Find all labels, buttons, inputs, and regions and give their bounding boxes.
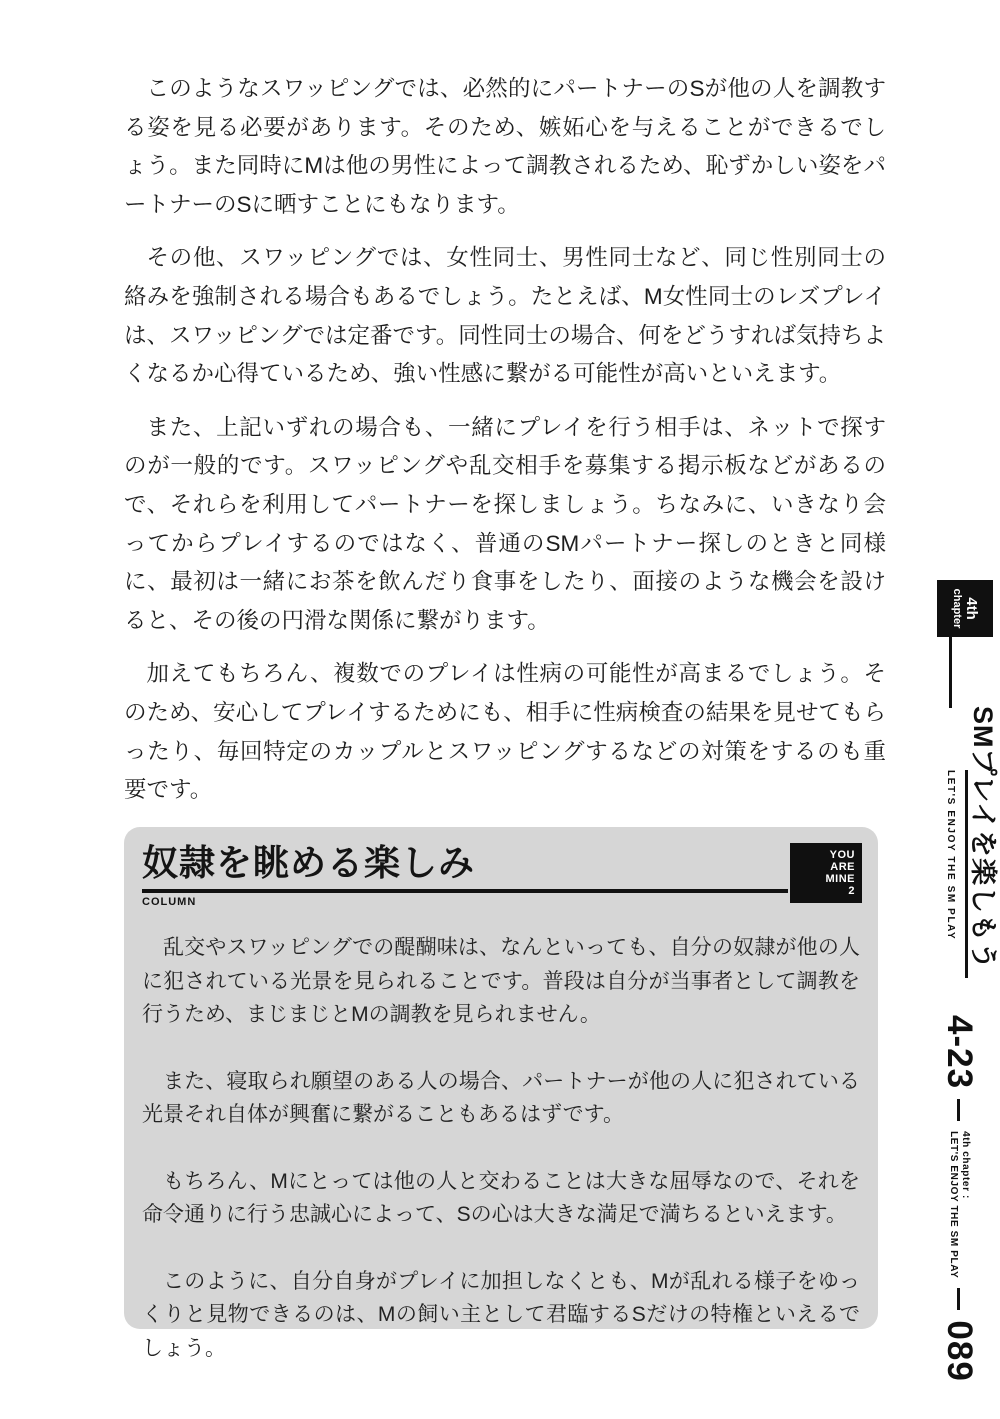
column-label: COLUMN	[142, 896, 197, 908]
page-number: 089	[940, 1320, 979, 1382]
column-paragraph: このように、自分自身がプレイに加担しなくとも、Mが乱れる様子をゆっくりと見物できるのは、Mの飼い主として君臨するSだけの特権といえるでしょう。	[142, 1269, 860, 1360]
column-paragraph: 乱交やスワッピングでの醍醐味は、なんといっても、自分の奴隷が他の人に犯されている光景を見られることです。普段は自分が当事者として調教を行うため、まじまじとMの調教を見られません。	[142, 936, 860, 1026]
badge-line: ARE	[830, 861, 855, 873]
body-paragraph: このようなスワッピングでは、必然的にパートナーのSが他の人を調教する姿を見る必要があります。そのため、嫉妬心を与えることができるでしょう。また同時にMは他の男性によって調教されるため、恥ずかしい姿をパートナーのSに晒すことにもなります。	[124, 76, 886, 217]
separator-bar	[958, 1099, 961, 1121]
column-paragraph: また、寝取られ願望のある人の場合、パートナーが他の人に犯されている光景それ自体が興奮に繋がることもあるはずです。	[142, 1069, 860, 1126]
badge-line: MINE	[825, 873, 855, 885]
column-body	[142, 931, 860, 1365]
footer-chapter-label	[947, 1131, 971, 1278]
page-footer-meta	[928, 1015, 990, 1382]
column-box	[124, 827, 878, 1360]
chapter-title: SMプレイを楽しもう	[968, 706, 998, 971]
chapter-title-block	[940, 706, 998, 978]
footer-chapter-line1: 4th chapter :	[960, 1131, 971, 1199]
column-title: 奴隷を眺める楽しみ	[142, 842, 476, 883]
separator-bar	[958, 1288, 961, 1310]
badge-line: 2	[848, 885, 855, 897]
badge-line: YOU	[829, 849, 855, 861]
column-title-rule	[142, 889, 788, 893]
section-number: 4-23	[940, 1015, 979, 1090]
chapter-subtitle: LET'S ENJOY THE SM PLAY	[945, 770, 956, 941]
main-text-block	[124, 70, 886, 825]
body-paragraph: また、上記いずれの場合も、一緒にプレイを行う相手は、ネットで探すのが一般的です。スワッピングや乱交相手を募集する掲示板などがあるので、それらを利用してパートナーを探しましょう。ちなみに、いきなり会ってからプレイするのではなく、普通のSMパートナー探しのときと同様に、最初は一緒にお茶を飲んだり食事をしたり、面接のような機会を設けると、その後の円滑な関係に繋がります。	[124, 414, 886, 633]
column-paragraph: もちろん、Mにとっては他の人と交わることは大きな屈辱なので、それを命令通りに行う忠誠心によって、Sの心は大きな満足で満ちるといえます。	[142, 1169, 860, 1226]
chapter-tab-word: chapter	[951, 588, 963, 629]
you-are-mine-badge	[790, 843, 862, 903]
chapter-tab-number: 4th	[963, 597, 980, 620]
body-paragraph: その他、スワッピングでは、女性同士、男性同士など、同じ性別同士の絡みを強制される場合もあるでしょう。たとえば、M女性同士のレズプレイは、スワッピングでは定番です。同性同士の場合、何をどうすれば気持ちよくなるか心得ているため、強い性感に繋がる可能性が高いといえます。	[124, 245, 886, 387]
chapter-subtitle-rule	[943, 770, 968, 978]
chapter-tab	[937, 580, 993, 637]
chapter-tab-connector-line	[949, 636, 952, 708]
body-paragraph: 加えてもちろん、複数でのプレイは性病の可能性が高まるでしょう。そのため、安心してプレイするためにも、相手に性病検査の結果を見せてもらったり、毎回特定のカップルとスワッピングするなどの対策をするのも重要です。	[124, 661, 886, 803]
footer-chapter-line2: LET'S ENJOY THE SM PLAY	[948, 1131, 959, 1279]
